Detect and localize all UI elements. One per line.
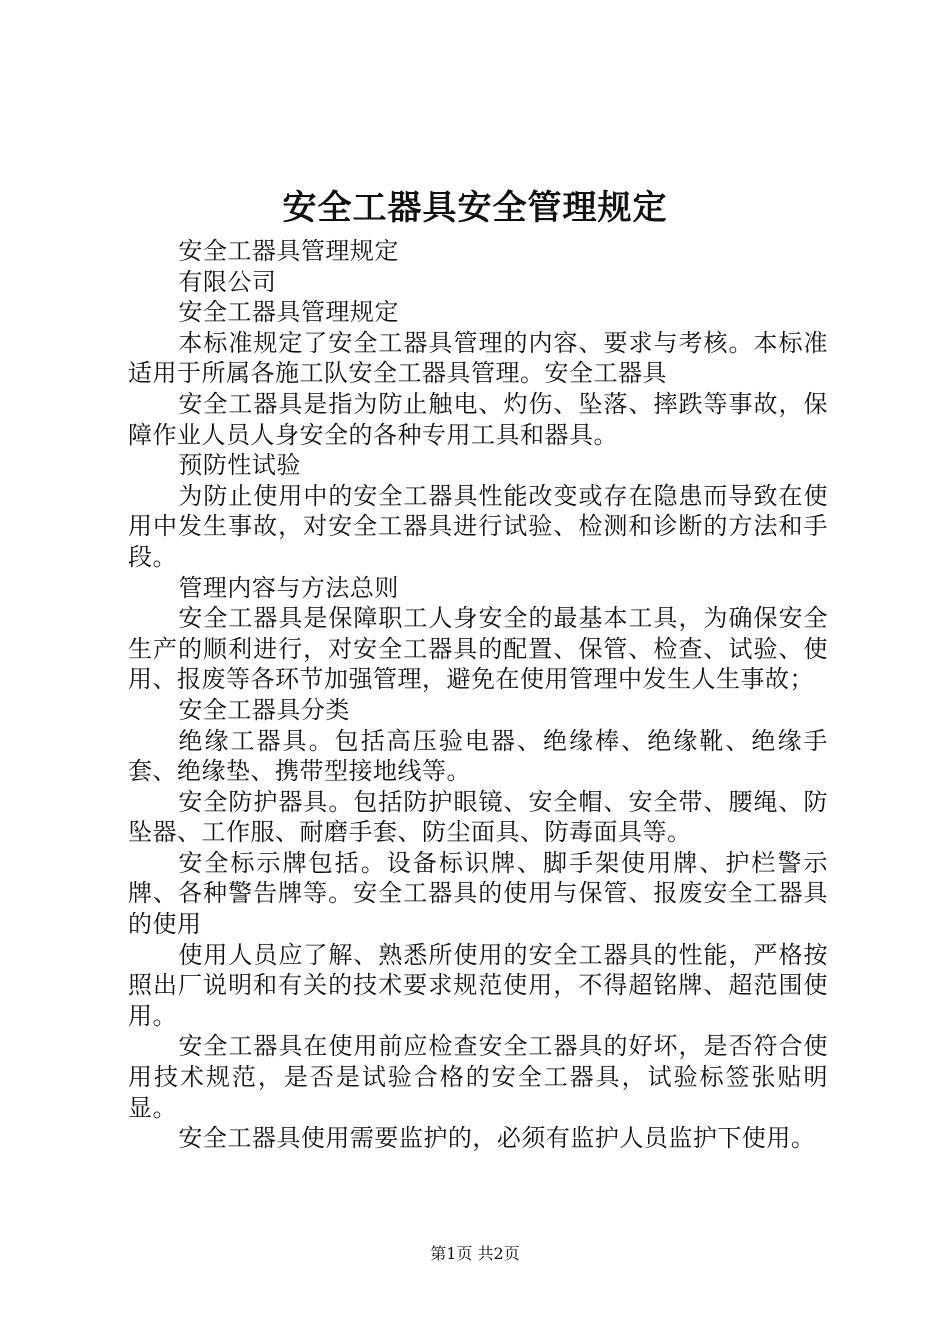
paragraph: 绝缘工器具。包括高压验电器、绝缘棒、绝缘靴、绝缘手套、绝缘垫、携带型接地线等。 [128, 726, 828, 786]
paragraph: 管理内容与方法总则 [178, 573, 399, 602]
paragraph: 为防止使用中的安全工器具性能改变或存在隐患而导致在使用中发生事故，对安全工器具进行试验、检测和诊断的方法和手段。 [128, 481, 828, 571]
paragraph: 安全工器具是指为防止触电、灼伤、坠落、摔跌等事故，保障作业人员人身安全的各种专用工具和器具。 [128, 389, 828, 449]
paragraph: 有限公司 [178, 267, 277, 296]
document-title: 安全工器具安全管理规定 [282, 188, 668, 228]
paragraph: 安全工器具在使用前应检查安全工器具的好坏，是否符合使用技术规范，是否是试验合格的安全工器具，试验标签张贴明显。 [128, 1032, 828, 1122]
paragraph: 本标准规定了安全工器具管理的内容、要求与考核。本标准适用于所属各施工队安全工器具管理。安全工器具 [128, 328, 828, 388]
paragraph: 预防性试验 [178, 451, 301, 480]
paragraph: 安全标示牌包括。设备标识牌、脚手架使用牌、护栏警示牌、各种警告牌等。安全工器具的使用与保管、报废安全工器具的使用 [128, 848, 828, 939]
document-body [128, 236, 828, 1154]
paragraph: 安全工器具分类 [178, 695, 350, 724]
paragraph: 安全工器具管理规定 [178, 237, 399, 265]
paragraph: 安全防护器具。包括防护眼镜、安全帽、安全带、腰绳、防坠器、工作服、耐磨手套、防尘面具、防毒面具等。 [128, 787, 828, 847]
paragraph: 安全工器具使用需要监护的，必须有监护人员监护下使用。 [178, 1124, 816, 1153]
paragraph: 安全工器具是保障职工人身安全的最基本工具，为确保安全生产的顺利进行，对安全工器具的配置、保管、检查、试验、使用、报废等各环节加强管理，避免在使用管理中发生人生事故； [128, 604, 828, 694]
paragraph: 安全工器具管理规定 [178, 298, 399, 327]
page-number-footer: 第1页 共2页 [430, 1244, 520, 1263]
paragraph: 使用人员应了解、熟悉所使用的安全工器具的性能，严格按照出厂说明和有关的技术要求规范使用，不得超铭牌、超范围使用。 [128, 940, 828, 1030]
